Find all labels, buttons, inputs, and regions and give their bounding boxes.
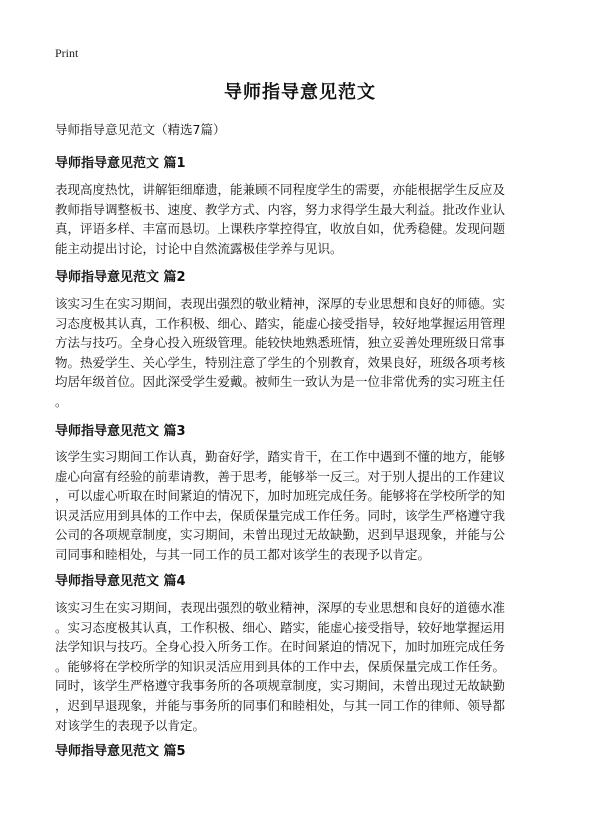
paragraph-line: ，迟到早退现象，并能与事务所的同事们和睦相处，与其一同工作的律师、领导都 (55, 697, 506, 713)
paragraph-line: 。 (55, 393, 68, 409)
section-paragraph-4 (55, 598, 548, 735)
paragraph-line: 对该学生的表现予以肯定。 (55, 717, 206, 733)
paragraph-line: 同时，该学生严格遵守我事务所的各项规章制度，实习期间，未曾出现过无故缺勤 (55, 678, 506, 694)
section-heading-1: 导师指导意见范文 篇1 (55, 156, 186, 171)
paragraph-line: 习态度极其认真，工作积极、细心、踏实，能虚心接受指导，较好地掌握运用管理 (55, 315, 506, 331)
document-subtitle: 导师指导意见范文（精选7篇） (55, 122, 226, 137)
paragraph-line: 该实习生在实习期间，表现出强烈的敬业精神，深厚的专业思想和良好的师德。实 (55, 296, 506, 311)
paragraph-line: 表现高度热忱，讲解钜细靡遗，能兼顾不同程度学生的需要，亦能根据学生反应及 (55, 182, 506, 197)
paragraph-line: 虚心向富有经验的前辈请教，善于思考，能够举一反三。对于别人提出的工作建议 (55, 468, 506, 484)
paragraph-line: ，可以虚心听取在时间紧迫的情况下，加时加班完成任务。能够将在学校所学的知 (55, 488, 506, 504)
paragraph-line: 司同事和睦相处，与其一同工作的员工都对该学生的表现予以肯定。 (55, 546, 431, 562)
paragraph-line: 物。热爱学生、关心学生，特别注意了学生的个别教育，效果良好，班级各项考核 (55, 354, 506, 370)
section-paragraph-1 (55, 180, 548, 258)
section-heading-2: 导师指导意见范文 篇2 (55, 270, 186, 285)
paragraph-line: 能主动提出讨论，讨论中自然流露极佳学养与见识。 (55, 240, 343, 256)
paragraph-line: 教师指导调整板书、速度、教学方式、内容，努力求得学生最大利益。批改作业认 (55, 201, 506, 217)
paragraph-line: 。实习态度极其认真，工作积极、细心、踏实，能虚心接受指导，较好地掌握运用 (55, 619, 506, 635)
page-title: 导师指导意见范文 (224, 82, 376, 103)
section-heading-4: 导师指导意见范文 篇4 (55, 574, 186, 589)
paragraph-line: 法学知识与技巧。全身心投入所务工作。在时间紧迫的情况下，加时加班完成任务 (55, 639, 506, 655)
paragraph-line: 。能够将在学校所学的知识灵活应用到具体的工作中去，保质保量完成工作任务。 (55, 658, 506, 674)
paragraph-line: 公司的各项规章制度，实习期间，未曾出现过无故缺勤，迟到早退现象，并能与公 (55, 527, 506, 543)
paragraph-line: 该学生实习期间工作认真，勤奋好学，踏实肯干，在工作中遇到不懂的地方，能够 (55, 449, 506, 464)
paragraph-line: 该实习生在实习期间，表现出强烈的敬业精神，深厚的专业思想和良好的道德水准 (55, 600, 506, 615)
paragraph-line: 识灵活应用到具体的工作中去，保质保量完成工作任务。同时，该学生严格遵守我 (55, 507, 506, 523)
section-heading-5: 导师指导意见范文 篇5 (55, 744, 186, 759)
section-paragraph-3 (55, 447, 548, 565)
paragraph-line: 均居年级首位。因此深受学生爱戴。被师生一致认为是一位非常优秀的实习班主任 (55, 374, 506, 390)
paragraph-line: 真，评语多样、丰富而恳切。上课秩序掌控得宜，收放自如，优秀稳健。发现问题 (55, 221, 506, 237)
section-heading-3: 导师指导意见范文 篇3 (55, 424, 186, 439)
section-paragraph-2 (55, 294, 548, 412)
print-link[interactable]: Print (55, 46, 79, 60)
paragraph-line: 方法与技巧。全身心投入班级管理。能较快地熟悉班情，独立妥善处理班级日常事 (55, 335, 506, 351)
